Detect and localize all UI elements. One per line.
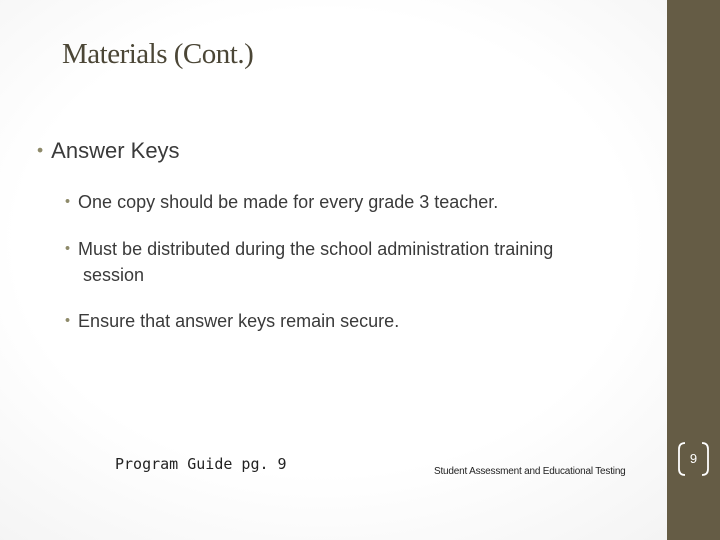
- sub-bullet-2-text: Must be distributed during the school administration training: [78, 239, 554, 259]
- sub-bullet-1: [65, 190, 685, 216]
- footer-program-guide: Program Guide pg. 9: [115, 455, 287, 473]
- sub-bullet-3: [65, 309, 685, 335]
- main-bullet: [37, 138, 180, 164]
- bullet-dot-icon: •: [65, 313, 71, 329]
- bullet-dot-icon: •: [65, 241, 71, 257]
- page-number: 9: [689, 451, 698, 466]
- sub-bullet-2-continuation: session: [83, 265, 145, 285]
- sub-bullet-3-text: Ensure that answer keys remain secure.: [78, 311, 400, 331]
- page-number-badge: [677, 441, 710, 477]
- footer-department: Student Assessment and Educational Testing: [434, 466, 626, 477]
- bullet-dot-icon: •: [65, 194, 71, 210]
- sub-bullet-2: [65, 237, 685, 287]
- bullet-dot-icon: •: [37, 140, 44, 160]
- slide-title: Materials (Cont.): [62, 38, 254, 70]
- sub-bullet-1-text: One copy should be made for every grade 3 teacher.: [78, 192, 499, 212]
- main-bullet-text: Answer Keys: [51, 138, 180, 163]
